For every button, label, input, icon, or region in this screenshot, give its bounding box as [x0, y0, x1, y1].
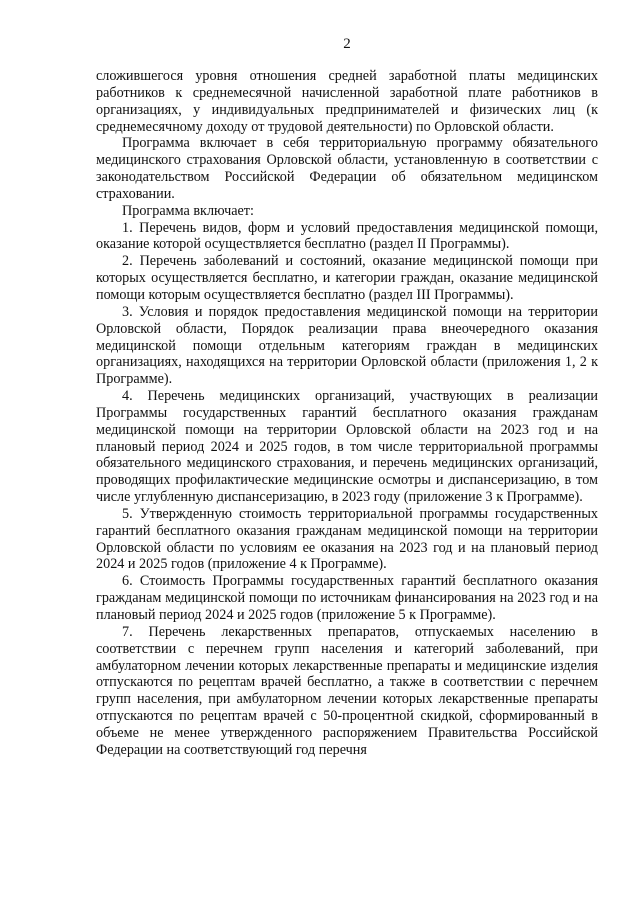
list-item-5: 5. Утвержденную стоимость территориальной программы государственных гарантий бесплатного оказания гражданам медицинской помощи на территории Орловской области по условиям ее оказания на 2023 год и на плановый период 2024 и 2025 годов (приложение 4 к Программе). [96, 505, 598, 573]
list-item-1: 1. Перечень видов, форм и условий предоставления медицинской помощи, оказание которой осуществляется бесплатно (раздел II Программы). [96, 219, 598, 253]
list-item-2: 2. Перечень заболеваний и состояний, оказание медицинской помощи при которых осуществляется бесплатно, и категории граждан, оказание медицинской помощи которым осуществляется бесплатно (раздел III Программы). [96, 253, 598, 303]
paragraph-program-includes-heading: Программа включает: [122, 202, 254, 219]
list-item-4: 4. Перечень медицинских организаций, участвующих в реализации Программы государственных гарантий бесплатного оказания гражданам медицинской помощи на территории Орловской области на 2023 год и на плановый период 2024 и 2025 годов, в том числе территориальной программы обязательного медицинского страхования, и перечень медицинских организаций, проводящих профилактические медицинские осмотры и диспансеризацию, в том числе углубленную диспансеризацию, в 2023 году (приложение 3 к Программе). [96, 388, 598, 506]
page-number: 2 [343, 36, 351, 52]
list-item-6: 6. Стоимость Программы государственных гарантий бесплатного оказания гражданам медицинской помощи по источникам финансирования на 2023 год и на плановый период 2024 и 2025 годов (приложение 5 к Программе). [96, 573, 598, 623]
paragraph-program-includes-oms: Программа включает в себя территориальную программу обязательного медицинского страхования Орловской области, установленную в соответствии с законодательством Российской Федерации об обязательном медицинском страховании. [96, 135, 598, 202]
paragraph-continuation: сложившегося уровня отношения средней заработной платы медицинских работников к среднемесячной начисленной заработной плате работников в организациях, у индивидуальных предпринимателей и физических лиц (к среднемесячному доходу от трудовой деятельности) по Орловской области. [96, 68, 598, 135]
document-page [96, 36, 598, 759]
list-item-3: 3. Условия и порядок предоставления медицинской помощи на территории Орловской области, Порядок реализации права внеочередного оказания медицинской помощи отдельным категориям граждан в медицинских организациях, находящихся на территории Орловской области (приложения 1, 2 к Программе). [96, 303, 598, 388]
list-item-7: 7. Перечень лекарственных препаратов, отпускаемых населению в соответствии с перечнем групп населения и категорий заболеваний, при амбулаторном лечении которых лекарственные препараты и медицинские изделия отпускаются по рецептам врачей бесплатно, а также в соответствии с перечнем групп населения, при амбулаторном лечении которых лекарственные препараты отпускаются по рецептам врачей с 50-процентной скидкой, сформированный в объеме не менее утвержденного распоряжением Правительства Российской Федерации на соответствующий год перечня [96, 623, 598, 758]
